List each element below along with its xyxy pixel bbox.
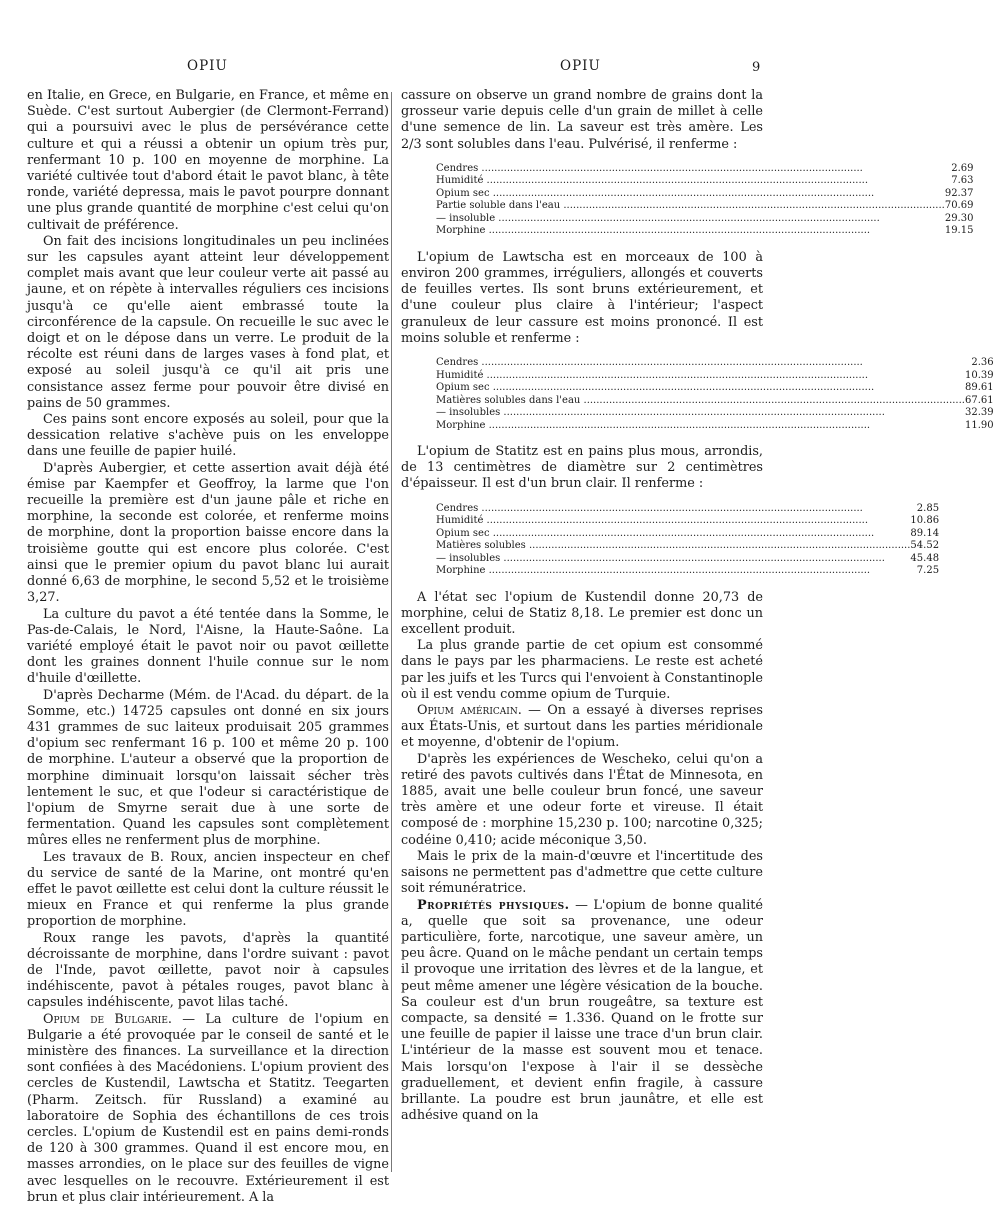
table-row: [436, 163, 973, 176]
paragraph: D'après les expériences de Wescheko, celui qu'on a retiré des pavots cultivés dans l'État de Minnesota, en 1885, avait une belle couleur brun foncé, une saveur très amère et une odeur forte et vireuse. Il était composé de : morphine 15,230 p. 100; narcotine 0,325; codéine 0,410; acide méconique 3,50.: [401, 751, 763, 848]
row-label: Cendres ........................................................................................................................: [436, 357, 863, 369]
table-row: [436, 407, 994, 420]
composition-table-kustendil: [436, 163, 973, 238]
table-row: [436, 540, 939, 553]
section-text: — L'opium de bonne qualité a, quelle que soit sa provenance, une odeur particulière, forte, narcotique, une saveur amère, un peu âcre. Quand on le mâche pendant un certain temps il provoque une irritation des lèvres et de la langue, et peut même amener une légère vésication de la bouche. Sa couleur est d'un brun rougeâtre, sa texture est compacte, sa densité = 1.336. Quand on le frotte sur une feuille de papier il laisse une trace d'un brun clair. L'intérieur de la masse est souvent mou et tenace. Mais lorsqu'on l'expose à l'air il se dessèche graduellement, et devient enfin fragile, à cassure brillante. La poudre est brun jaunâtre, et elle est adhésive quand on la: [401, 897, 763, 1124]
row-value: 7.63: [951, 175, 974, 187]
table-row: [436, 528, 939, 541]
row-value: 89.14: [910, 527, 940, 539]
row-label: Morphine ........................................................................................................................: [436, 419, 871, 431]
row-label: Cendres ........................................................................................................................: [436, 162, 863, 174]
table-row: [436, 515, 939, 528]
row-label: Opium sec ........................................................................................................................: [436, 527, 875, 539]
section-text: — La culture de l'opium en Bulgarie a été provoquée par le conseil de santé et le ministère des finances. La surveillance et la direction sont confiées à des Macédoniens. L'opium provient des cercles de Kustendil, Lawtscha et Statitz. Teegarten (Pharm. Zeitsch. für Russland) a examiné au laboratoire de Sophia des échantillons de ces trois cercles. L'opium de Kustendil est en pains demi-ronds de 120 à 300 grammes. Quand il est encore mou, en masses arrondies, on le place sur des feuilles de vigne avec lesquelles on le recouvre. Extérieurement il est brun et plus clair intérieurement. A la: [27, 1011, 389, 1205]
table-row: [436, 370, 994, 383]
row-value: 7.25: [916, 565, 940, 577]
row-label: Matières solubles ........................................................................................................................: [436, 540, 911, 552]
section-heading: Propriétés physiques.: [417, 897, 570, 913]
paragraph: La culture du pavot a été tentée dans la Somme, le Pas-de-Calais, le Nord, l'Aisne, la Haute-Saône. La variété employé était le pavot noir ou pavot œillette dont les graines donnent l'huile connue sur le nom d'huile d'œillette.: [27, 606, 389, 687]
table-row: [436, 357, 994, 370]
row-value: 2.36: [971, 357, 994, 369]
row-value: 92.37: [944, 187, 974, 199]
paragraph: On fait des incisions longitudinales un peu inclinées sur les capsules ayant atteint leur développement complet mais avant que leur couleur verte ait passé au jaune, et on répète à intervalles réguliers ces incisions jusqu'à ce qu'elle aient embrassé toute la circonférence de la capsule. On recueille le suc avec le doigt et on le dépose dans un verre. Le produit de la récolte est réuni dans de larges vases à fond plat, et exposé au soleil jusqu'à ce qu'il ait pris une consistance assez ferme pour pouvoir être divisé en pains de 50 grammes.: [27, 233, 389, 411]
row-value: 29.30: [944, 212, 974, 224]
row-label: Morphine ........................................................................................................................: [436, 565, 871, 577]
running-header-left: OPIU: [187, 58, 228, 74]
paragraph: L'opium de Statitz est en pains plus mous, arrondis, de 13 centimètres de diamètre sur 2 centimètres d'épaisseur. Il est d'un brun clair. Il renferme :: [401, 444, 763, 492]
row-value: 67.61: [964, 394, 994, 406]
section-paragraph: [401, 703, 763, 752]
composition-table-statitz: [436, 503, 939, 578]
table-row: [436, 188, 973, 201]
row-label: Humidité ........................................................................................................................: [436, 515, 869, 527]
paragraph: A l'état sec l'opium de Kustendil donne 20,73 de morphine, celui de Statiz 8,18. Le premier est donc un excellent produit.: [401, 589, 763, 638]
row-value: 2.69: [951, 162, 974, 174]
row-value: 54.52: [910, 540, 940, 552]
composition-table-lawtscha: [436, 357, 994, 432]
paragraph: D'après Aubergier, et cette assertion avait déjà été émise par Kaempfer et Geoffroy, la larme que l'on recueille la première est d'un jaune pâle et riche en morphine, la seconde est colorée, et renferme moins de morphine, dont la proportion baisse encore dans la troisième goutte qui est encore plus colorée. C'est ainsi que le premier opium du pavot blanc lui aurait donné 6,63 de morphine, le second 5,52 et le troisième 3,27.: [27, 460, 389, 606]
section-paragraph: [27, 1012, 389, 1206]
row-label: Morphine ........................................................................................................................: [436, 225, 871, 237]
row-value: 2.85: [916, 502, 940, 514]
running-header-right: OPIU: [560, 58, 601, 74]
section-paragraph: [401, 898, 763, 1125]
row-label: Humidité ........................................................................................................................: [436, 175, 869, 187]
section-heading: Opium américain.: [417, 703, 522, 719]
table-row: [436, 213, 973, 226]
row-label: — insoluble ........................................................................................................................: [436, 212, 880, 224]
paragraph: en Italie, en Grece, en Bulgarie, en France, et même en Suède. C'est surtout Aubergier (de Clermont-Ferrand) qui a poursuivi avec le plus de persévérance cette culture et qui a réussi a obtenir un opium très pur, renfermant 10 p. 100 en moyenne de morphine. La variété cultivée tout d'abord était le pavot blanc, à tête ronde, variété depressa, mais le pavot pourpre donnant une plus grande quantité de morphine c'est celui qu'on cultivait de préférence.: [27, 88, 389, 233]
paragraph: La plus grande partie de cet opium est consommé dans le pays par les pharmaciens. Le reste est acheté par les juifs et les Turcs qui l'envoient à Constantinople où il est vendu comme opium de Turquie.: [401, 638, 763, 702]
row-value: 19.15: [944, 225, 974, 237]
row-value: 70.69: [944, 200, 974, 212]
row-label: Partie soluble dans l'eau ........................................................................................................................: [436, 200, 945, 212]
paragraph: Roux range les pavots, d'après la quantité décroissante de morphine, dans l'ordre suivant : pavot de l'Inde, pavot œillette, pavot noir à capsules indéhiscente, pavot à pétales rouges, pavot blanc à capsules indéhiscente, pavot lilas taché.: [27, 930, 389, 1011]
column-divider: [391, 92, 392, 1172]
row-label: Cendres ........................................................................................................................: [436, 502, 863, 514]
row-value: 89.61: [964, 382, 994, 394]
row-label: — insolubles ........................................................................................................................: [436, 552, 885, 564]
table-row: [436, 503, 939, 516]
table-row: [436, 225, 973, 238]
table-row: [436, 553, 939, 566]
row-value: 32.39: [964, 407, 994, 419]
row-value: 11.90: [964, 419, 994, 431]
row-label: Matières solubles dans l'eau ........................................................................................................................: [436, 394, 965, 406]
paragraph: cassure on observe un grand nombre de grains dont la grosseur varie depuis celle d'un grain de millet à celle d'une semence de lin. La saveur est très amère. Les 2/3 sont solubles dans l'eau. Pulvérisé, il renferme :: [401, 88, 763, 152]
row-label: — insolubles ........................................................................................................................: [436, 407, 885, 419]
table-row: [436, 420, 994, 433]
paragraph: Mais le prix de la main-d'œuvre et l'incertitude des saisons ne permettent pas d'admettre que cette culture soit rémunératrice.: [401, 848, 763, 897]
row-value: 10.39: [964, 369, 994, 381]
table-row: [436, 382, 994, 395]
row-label: Opium sec ........................................................................................................................: [436, 382, 875, 394]
right-column: [401, 88, 994, 1124]
row-label: Opium sec ........................................................................................................................: [436, 187, 875, 199]
paragraph: D'après Decharme (Mém. de l'Acad. du départ. de la Somme, etc.) 14725 capsules ont donné en six jours 431 grammes de suc laiteux produisait 205 grammes d'opium sec renfermant 16 p. 100 et même 20 p. 100 de morphine. L'auteur a observé que la proportion de morphine diminuait lorsqu'on laissait sécher très lentement le suc, et que l'odeur si caractéristique de l'opium de Smyrne serait due à une sorte de fermentation. Quand les capsules sont complètement mûres elles ne renferment plus de morphine.: [27, 687, 389, 849]
row-label: Humidité ........................................................................................................................: [436, 369, 869, 381]
table-row: [436, 175, 973, 188]
row-value: 45.48: [910, 552, 940, 564]
paragraph: Ces pains sont encore exposés au soleil, pour que la dessication relative s'achève puis on les enveloppe dans une feuille de papier huilé.: [27, 412, 389, 460]
table-row: [436, 395, 994, 408]
left-column: [27, 88, 389, 1206]
section-heading: Opium de Bulgarie.: [43, 1011, 172, 1027]
table-row: [436, 200, 973, 213]
section-text: — On a essayé à diverses reprises aux États-Unis, et surtout dans les parties méridionale et moyenne, d'obtenir de l'opium.: [401, 703, 763, 751]
table-row: [436, 565, 939, 578]
page-number: 9: [752, 60, 761, 75]
paragraph: L'opium de Lawtscha est en morceaux de 100 à environ 200 grammes, irréguliers, allongés et couverts de feuilles vertes. Ils sont bruns extérieurement, et d'une couleur plus claire à l'intérieur; l'aspect granuleux de leur cassure est moins prononcé. Il est moins soluble et renferme :: [401, 249, 763, 346]
row-value: 10.86: [910, 515, 940, 527]
paragraph: Les travaux de B. Roux, ancien inspecteur en chef du service de santé de la Marine, ont montré qu'en effet le pavot œillette est celui dont la culture réussit le mieux en France et qui renferme la plus grande proportion de morphine.: [27, 849, 389, 930]
